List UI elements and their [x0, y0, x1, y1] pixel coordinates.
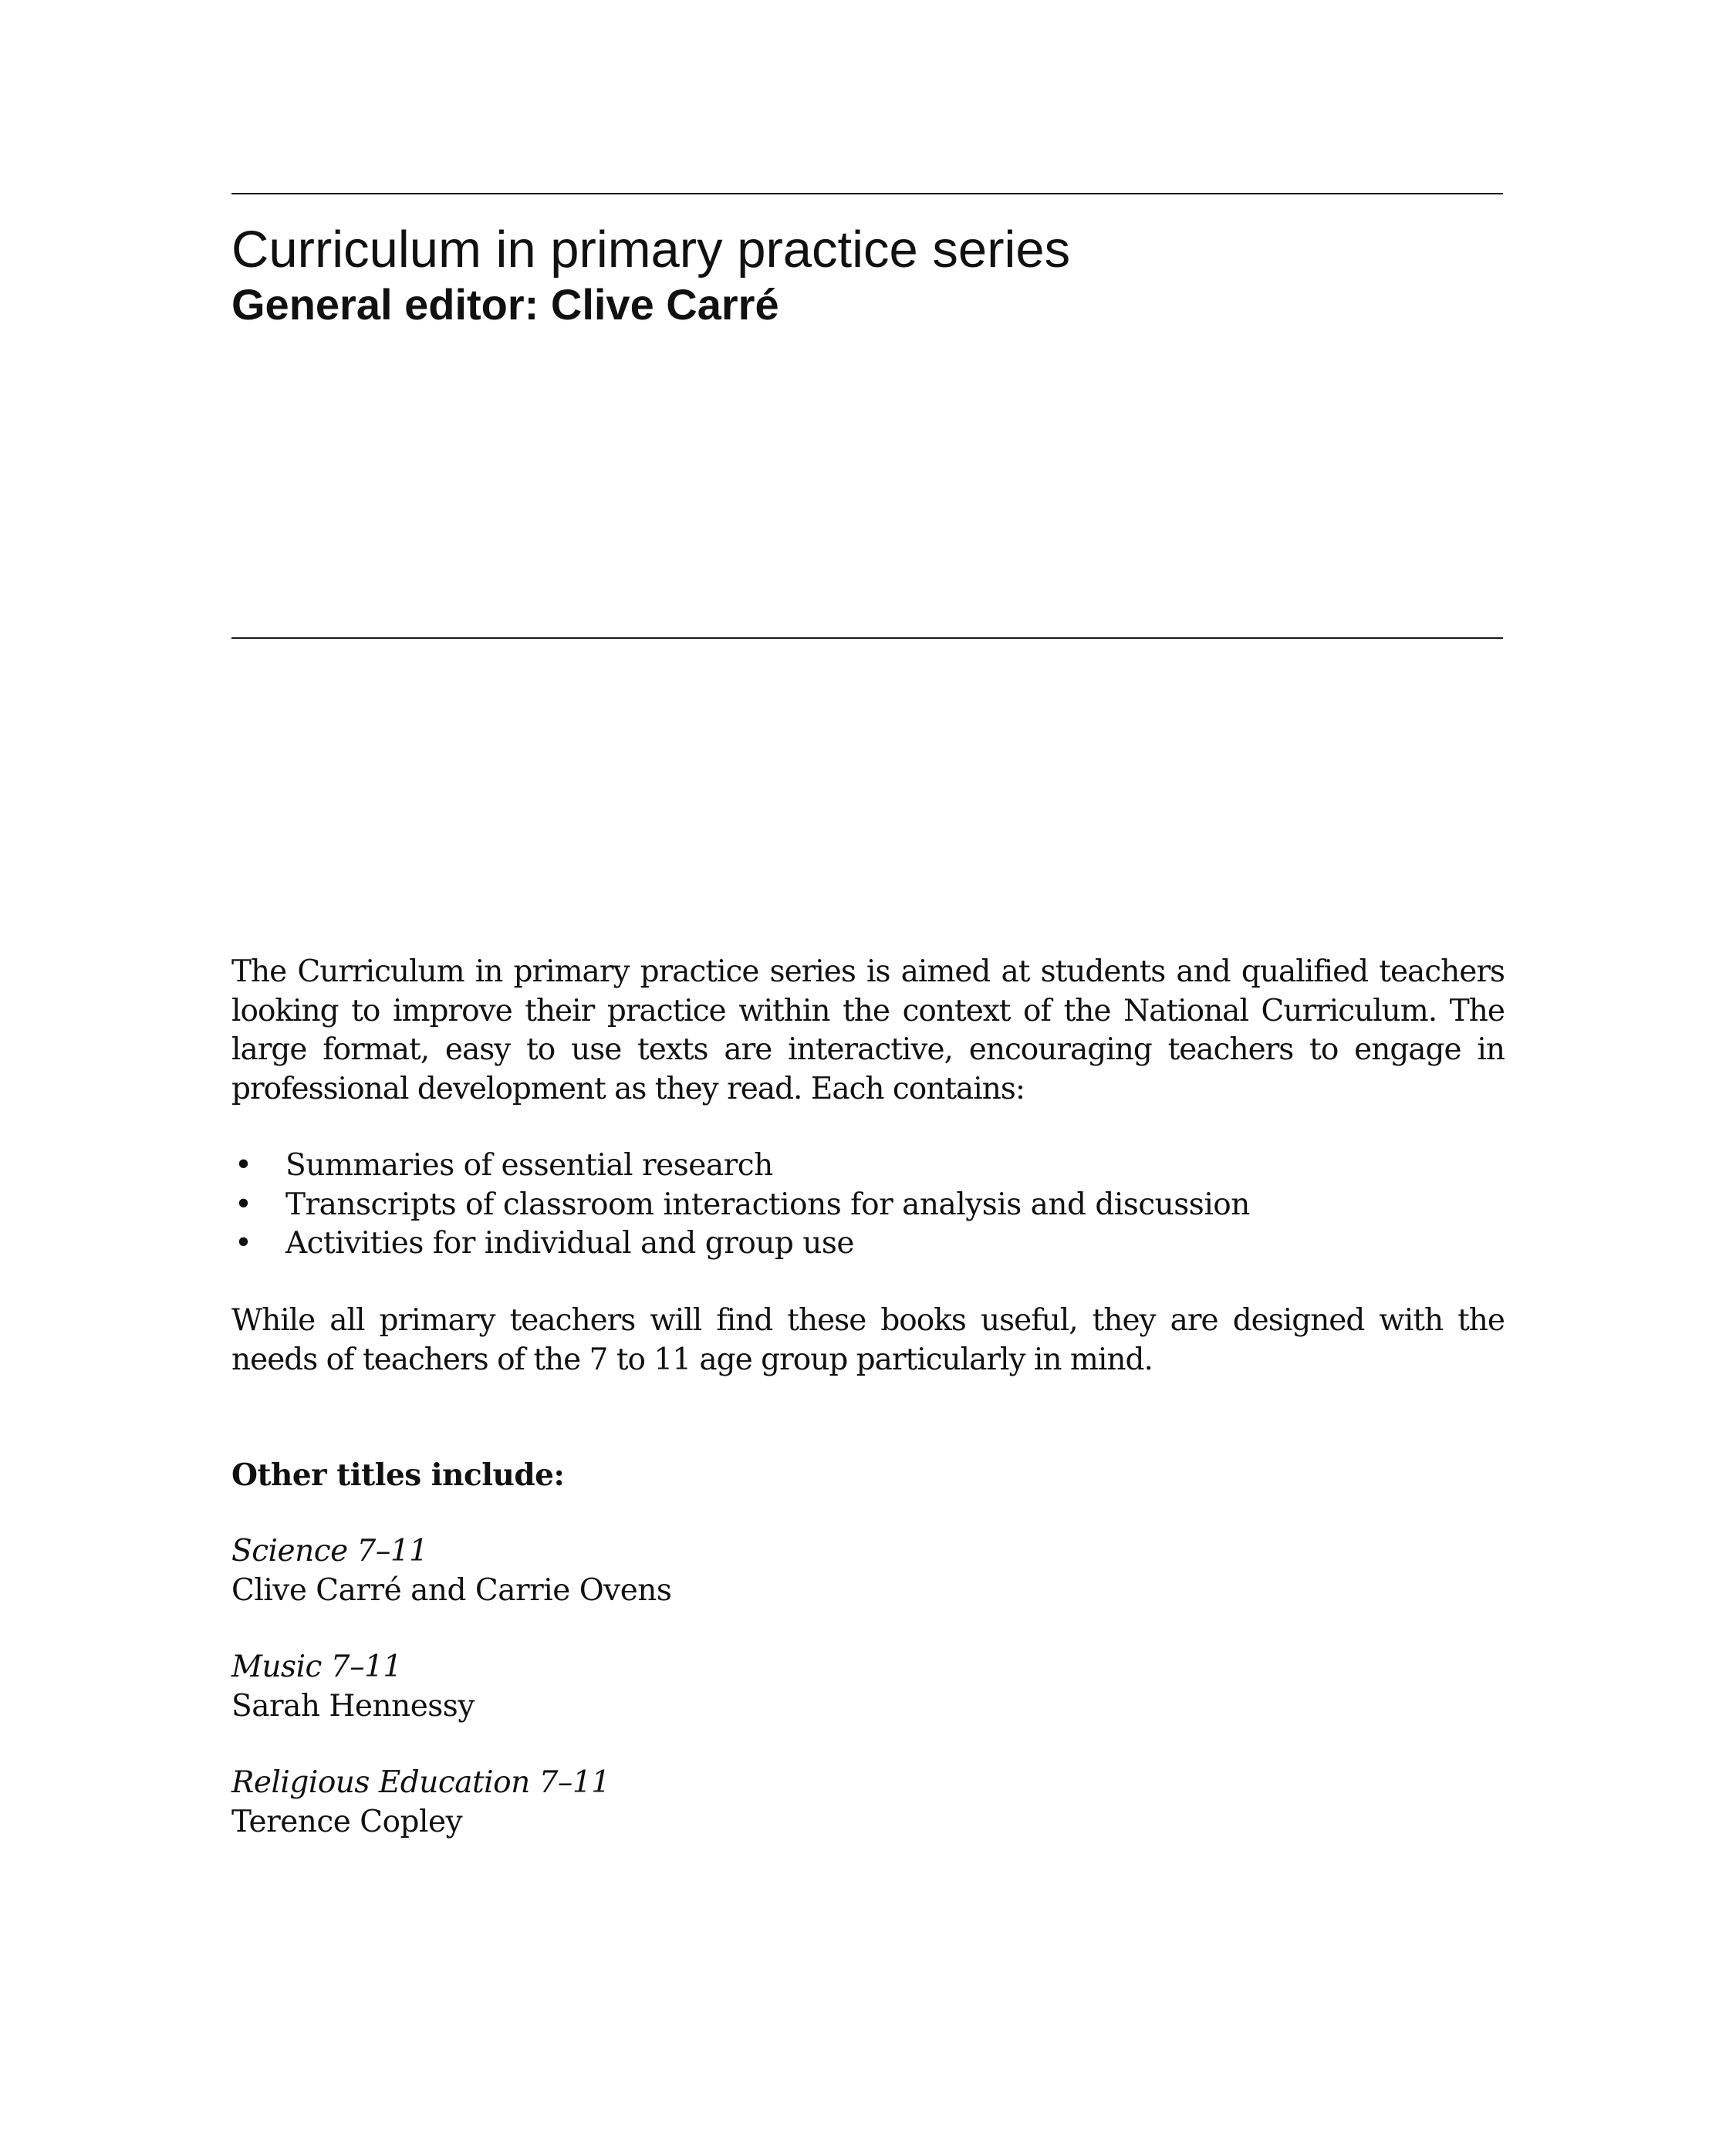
closing-paragraph: While all primary teachers will find these books useful, they are designed with the needs of teachers of the 7 to 11 age group particularly in mind.: [231, 1303, 1505, 1377]
book-author: Clive Carré and Carrie Ovens: [231, 1572, 672, 1608]
bullet-icon: •: [235, 1226, 252, 1261]
top-rule: [231, 193, 1503, 194]
book-title: Science 7–11: [231, 1534, 428, 1569]
list-item: [231, 1224, 1505, 1264]
list-item: [231, 1146, 1505, 1186]
bullet-icon: •: [235, 1148, 252, 1183]
book-author: Sarah Hennessy: [231, 1688, 475, 1724]
feature-text: Transcripts of classroom interactions for analysis and discussion: [285, 1187, 1250, 1222]
series-description: The Curriculum in primary practice series is aimed at students and qualified teachers looking to improve their practice within the context of the National Curriculum. The large format, easy to use texts are interactive, encouraging teachers to engage in professional development as they read. Each contains:: [231, 954, 1505, 1106]
feature-text: Activities for individual and group use: [285, 1226, 855, 1261]
book-entry: [231, 1648, 1505, 1726]
middle-rule: [231, 637, 1503, 639]
book-title: Music 7–11: [231, 1650, 402, 1684]
other-titles-heading: Other titles include:: [231, 1457, 565, 1493]
series-title: Curriculum in primary practice series: [231, 221, 1071, 279]
book-entry: [231, 1764, 1505, 1842]
book-author: Terence Copley: [231, 1804, 463, 1839]
feature-list: [231, 1146, 1505, 1264]
bullet-icon: •: [235, 1187, 252, 1222]
book-title: Religious Education 7–11: [231, 1765, 610, 1800]
feature-text: Summaries of essential research: [285, 1148, 773, 1183]
general-editor: General editor: Clive Carré: [231, 280, 779, 329]
book-entry: [231, 1532, 1505, 1610]
list-item: [231, 1186, 1505, 1225]
